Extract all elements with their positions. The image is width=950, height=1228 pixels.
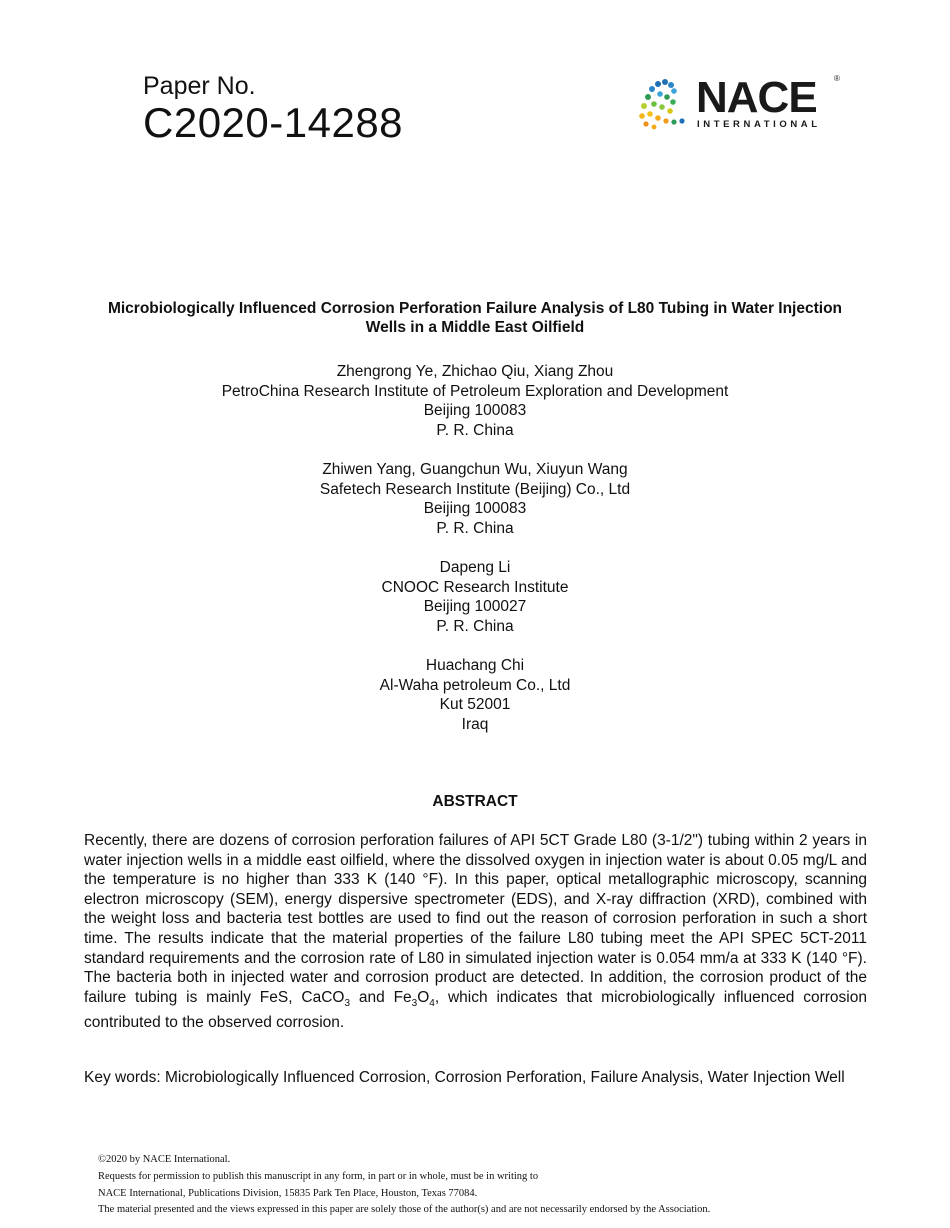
abstract-text-part: Recently, there are dozens of corrosion perforation failures of API 5CT Grade L80 (3-1/2") tubing within 2 years in water injection wells in a middle east oilfield, where the dissolved oxygen in injection water is about 0.05 mg/L and the temperature is no higher than 333 K (140 °F). In this paper, optical metallographic microscopy, scanning electron microscopy (SEM), energy dispersive spectrometer (EDS), and X-ray diffraction (XRD), combined with the weight loss and bacteria test bottles are used to find out the reason of corrosion perforation in such a short time. The results indicate that the material properties of the failure L80 tubing meet the API SPEC 5CT-2011 standard requirements and the corrosion rate of L80 in simulated injection water is 0.054 mm/a at 333 K (140 °F). The bacteria both in injected water and corrosion product are detected. In addition, the corrosion product of the failure tubing is mainly FeS, CaCO: [84, 832, 867, 1006]
author-names: Zhiwen Yang, Guangchun Wu, Xiuyun Wang: [322, 460, 628, 478]
author-names: Huachang Chi: [425, 656, 525, 674]
abstract-text-part: O: [417, 988, 430, 1006]
institution: PetroChina Research Institute of Petroleum Exploration and Development: [221, 382, 729, 400]
abstract-text-part: and Fe: [350, 988, 412, 1006]
subscript: 3: [344, 997, 351, 1009]
institution: Al-Waha petroleum Co., Ltd: [379, 676, 571, 694]
city: Beijing 100027: [423, 598, 527, 616]
affiliation-block: [90, 558, 860, 636]
paper-number: C2020-14288: [143, 99, 404, 146]
country: P. R. China: [436, 617, 514, 635]
abstract-text: [84, 831, 867, 1033]
author-names: Zhengrong Ye, Zhichao Qiu, Xiang Zhou: [336, 363, 614, 380]
copyright-footer: [98, 1152, 710, 1219]
footer-line: NACE International, Publications Division, 15835 Park Ten Place, Houston, Texas 77084.: [98, 1187, 478, 1199]
nace-logo: [636, 74, 846, 134]
keywords: Key words: Microbiologically Influenced Corrosion, Corrosion Perforation, Failure Analysis, Water Injection Well: [84, 1069, 845, 1086]
country: P. R. China: [436, 421, 514, 439]
nace-wordmark: NACE: [696, 73, 817, 122]
abstract-text-part: , which indicates that microbiologically influenced corrosion contributed to the observed corrosion.: [84, 988, 867, 1032]
affiliation-block: [90, 656, 860, 734]
country: Iraq: [461, 715, 489, 733]
subscript: 4: [429, 997, 435, 1009]
affiliation-block: [90, 362, 860, 440]
institution: CNOOC Research Institute: [381, 578, 569, 596]
registered-mark: ®: [834, 74, 840, 83]
footer-line: Requests for permission to publish this manuscript in any form, in part or in whole, must be in writing to: [98, 1170, 539, 1182]
nace-subtext: INTERNATIONAL: [697, 119, 821, 130]
nace-helix-icon: [636, 74, 694, 134]
paper-number-block: [143, 72, 403, 146]
paper-title: Microbiologically Influenced Corrosion Perforation Failure Analysis of L80 Tubing in Water Injection Wells in a Middle East Oilfield: [107, 300, 843, 336]
city: Beijing 100083: [423, 500, 527, 518]
country: P. R. China: [436, 519, 514, 537]
institution: Safetech Research Institute (Beijing) Co., Ltd: [319, 480, 631, 498]
footer-line: ©2020 by NACE International.: [98, 1154, 231, 1165]
city: Beijing 100083: [423, 402, 527, 420]
footer-line: The material presented and the views expressed in this paper are solely those of the author(s) and are not necessarily endorsed by the Association.: [98, 1204, 711, 1216]
author-names: Dapeng Li: [439, 558, 511, 576]
author-affiliations: [90, 362, 860, 754]
subscript: 3: [411, 997, 418, 1009]
paper-number-label: Paper No.: [143, 72, 256, 100]
affiliation-block: [90, 460, 860, 538]
city: Kut 52001: [439, 696, 511, 714]
abstract-heading: ABSTRACT: [432, 793, 518, 810]
